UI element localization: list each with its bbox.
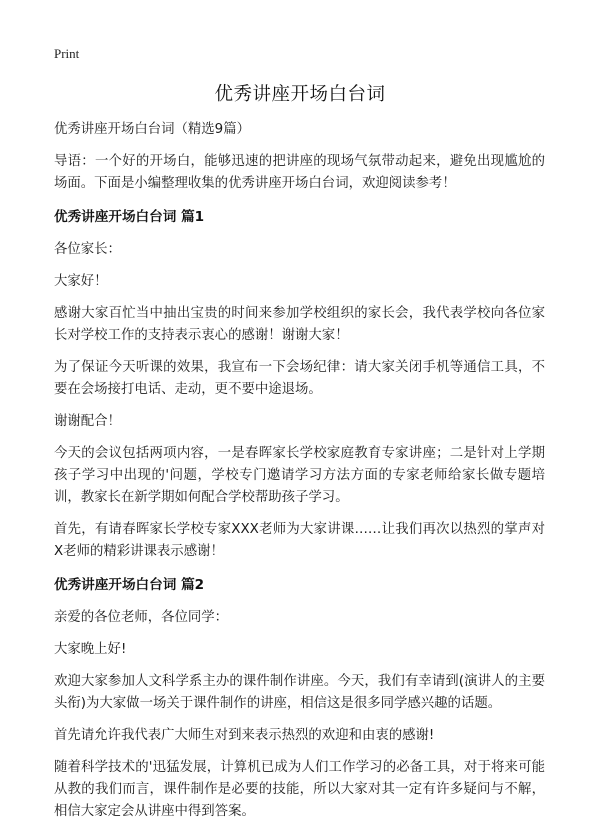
section-heading: 优秀讲座开场白台词 篇1: [54, 209, 205, 225]
section-paragraph: 欢迎大家参加人文科学系主办的课件制作讲座。今天，我们有幸请到(演讲人的主要头衔)为大家做一场关于课件制作的讲座，相信这是很多同学感兴趣的话题。: [54, 674, 545, 711]
section-paragraph: 亲爱的各位老师，各位同学：: [54, 610, 229, 625]
document-title: 优秀讲座开场白台词: [214, 84, 386, 105]
print-label: Print: [54, 46, 80, 61]
section-paragraph: 谢谢配合！: [54, 414, 121, 429]
section-paragraph: 首先，有请春晖家长学校专家XXX老师为大家讲课……让我们再次以热烈的掌声对X老师的精彩讲课表示感谢！: [54, 522, 545, 559]
section-paragraph: 随着科学技术的'迅猛发展，计算机已成为人们工作学习的必备工具，对于将来可能从教的我们而言，课件制作是必要的技能，所以大家对其一定有许多疑问与不解，相信大家定会从讲座中得到答案。: [54, 760, 545, 819]
section-paragraph: 感谢大家百忙当中抽出宝贵的时间来参加学校组织的家长会，我代表学校向各位家长对学校工作的支持表示衷心的感谢！谢谢大家！: [54, 306, 545, 343]
document-body: [54, 119, 545, 833]
section-paragraph: 今天的会议包括两项内容，一是春晖家长学校家庭教育专家讲座；二是针对上学期孩子学习中出现的'问题，学校专门邀请学习方法方面的专家老师给家长做专题培训，教家长在新学期如何配合学校帮助孩子学习。: [54, 446, 545, 505]
section-heading: 优秀讲座开场白台词 篇2: [54, 577, 205, 593]
intro-paragraph: 导语：一个好的开场白，能够迅速的把讲座的现场气氛带动起来，避免出现尴尬的场面。下面是小编整理收集的优秀讲座开场白台词，欢迎阅读参考！: [54, 154, 545, 191]
section-paragraph: 首先请允许我代表广大师生对到来表示热烈的欢迎和由衷的感谢!: [54, 728, 435, 743]
section-paragraph: 大家好！: [54, 274, 108, 289]
section-paragraph: 大家晚上好!: [54, 642, 127, 657]
document-subtitle: 优秀讲座开场白台词（精选9篇）: [54, 122, 250, 137]
section-paragraph: 各位家长：: [54, 242, 121, 257]
section-paragraph: 为了保证今天听课的效果，我宣布一下会场纪律：请大家关闭手机等通信工具，不要在会场接打电话、走动，更不要中途退场。: [54, 360, 545, 397]
